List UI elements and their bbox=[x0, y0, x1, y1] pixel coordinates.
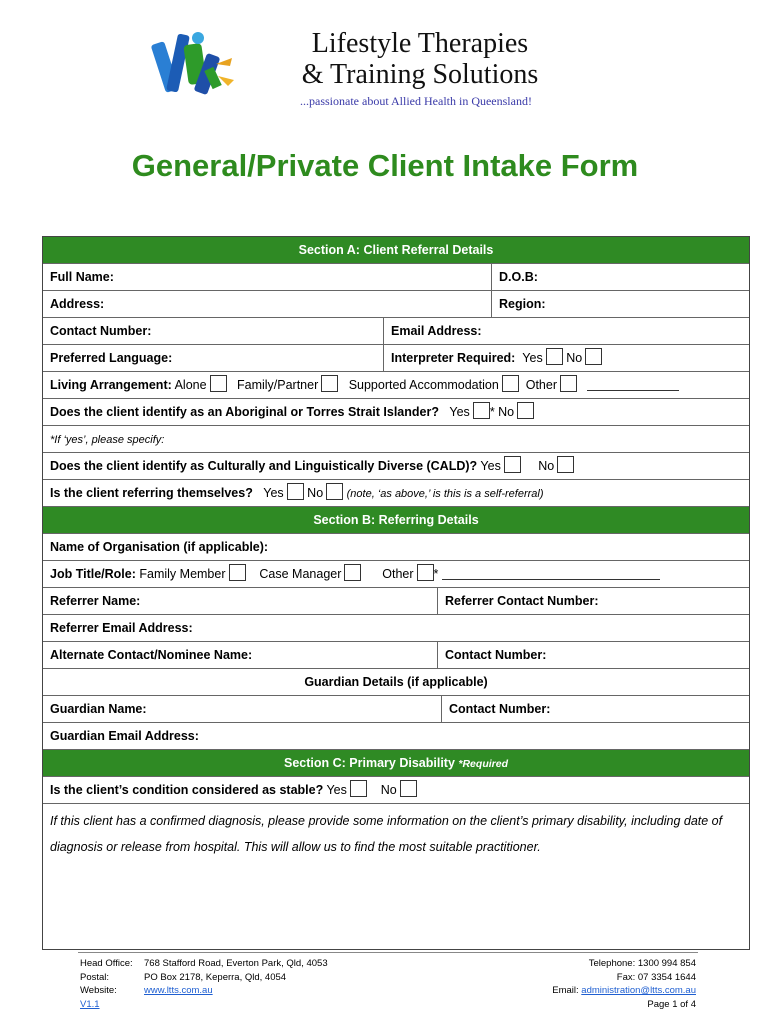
alone-checkbox[interactable] bbox=[210, 375, 227, 392]
preferred-language-label[interactable]: Preferred Language: bbox=[50, 351, 173, 365]
full-name-row bbox=[43, 264, 749, 291]
aboriginal-no-checkbox[interactable] bbox=[517, 402, 534, 419]
aboriginal-yes-checkbox[interactable] bbox=[473, 402, 490, 419]
intake-form bbox=[42, 236, 750, 950]
living-other-label: Other bbox=[525, 378, 557, 392]
interpreter-label: Interpreter Required: bbox=[391, 351, 516, 365]
guardian-name-row bbox=[43, 696, 749, 723]
role-other-star: * bbox=[433, 567, 439, 581]
tagline: ...passionate about Allied Health in Queensland! bbox=[300, 94, 532, 108]
aboriginal-question: Does the client identify as an Aboriginal or Torres Strait Islander? bbox=[50, 405, 439, 419]
fax: Fax: 07 3354 1644 bbox=[616, 971, 696, 983]
form-title: General/Private Client Intake Form bbox=[131, 148, 639, 183]
family-partner-label: Family/Partner bbox=[236, 378, 319, 392]
referrer-email-label: Referrer Email Address: bbox=[50, 621, 193, 635]
family-partner-checkbox[interactable] bbox=[321, 375, 338, 392]
self-referral-note: (note, ‘as above,’ is this is a self-referral) bbox=[346, 488, 544, 500]
website-label: Website: bbox=[80, 985, 117, 996]
company-name-line2: & Training Solutions bbox=[301, 59, 539, 90]
section-c-header bbox=[43, 750, 749, 777]
alone-label: Alone bbox=[174, 378, 207, 392]
referrer-name-row bbox=[43, 588, 749, 615]
contact-number-label[interactable]: Contact Number: bbox=[50, 324, 152, 338]
job-title-row bbox=[43, 561, 749, 588]
section-a-header: Section A: Client Referral Details bbox=[43, 237, 749, 264]
supported-accommodation-label: Supported Accommodation bbox=[348, 378, 499, 392]
postal-label: Postal: bbox=[80, 971, 110, 983]
interpreter-no-checkbox[interactable] bbox=[585, 348, 602, 365]
self-referral-no-label: No bbox=[307, 486, 324, 500]
guardian-email-row[interactable] bbox=[43, 723, 749, 750]
cald-question: Does the client identify as Culturally and Linguistically Diverse (CALD)? bbox=[50, 459, 478, 473]
stable-yes-checkbox[interactable] bbox=[350, 780, 367, 797]
supported-accommodation-checkbox[interactable] bbox=[502, 375, 519, 392]
company-name-line1: Lifestyle Therapies bbox=[311, 28, 529, 59]
self-referral-no-checkbox[interactable] bbox=[326, 483, 343, 500]
guardian-contact-label[interactable]: Contact Number: bbox=[449, 702, 551, 716]
cald-yes-label: Yes bbox=[480, 459, 501, 473]
stable-question: Is the client’s condition considered as stable? bbox=[50, 783, 324, 797]
page-number: Page 1 of 4 bbox=[647, 998, 696, 1010]
alternate-contact-number-label[interactable]: Contact Number: bbox=[445, 648, 547, 662]
region-label[interactable]: Region: bbox=[499, 297, 546, 311]
language-row bbox=[43, 345, 749, 372]
if-yes-label: *If ‘yes’, please specify: bbox=[50, 434, 165, 446]
interpreter-no-label: No bbox=[566, 351, 583, 365]
stable-yes-label: Yes bbox=[326, 783, 347, 797]
diagnosis-textarea[interactable] bbox=[43, 804, 749, 949]
organisation-row[interactable] bbox=[43, 534, 749, 561]
organisation-label: Name of Organisation (if applicable): bbox=[50, 540, 269, 554]
postal-address: PO Box 2178, Keperra, Qld, 4054 bbox=[144, 971, 287, 983]
stable-row bbox=[43, 777, 749, 804]
self-referral-yes-label: Yes bbox=[263, 486, 284, 500]
living-other-checkbox[interactable] bbox=[560, 375, 577, 392]
stable-no-checkbox[interactable] bbox=[400, 780, 417, 797]
website-link[interactable]: www.ltts.com.au bbox=[144, 985, 213, 996]
ltts-logo-icon bbox=[150, 24, 250, 104]
aboriginal-row bbox=[43, 399, 749, 426]
head-office-address: 768 Stafford Road, Everton Park, Qld, 4053 bbox=[144, 958, 328, 969]
family-member-checkbox[interactable] bbox=[229, 564, 246, 581]
self-referral-yes-checkbox[interactable] bbox=[287, 483, 304, 500]
head-office-label: Head Office: bbox=[80, 958, 133, 969]
logo-header bbox=[150, 22, 570, 117]
telephone: Telephone: 1300 994 854 bbox=[588, 958, 696, 969]
role-other-checkbox[interactable] bbox=[417, 564, 434, 581]
dob-label[interactable]: D.O.B: bbox=[499, 270, 538, 284]
referrer-contact-label[interactable]: Referrer Contact Number: bbox=[445, 594, 599, 608]
email-label: Email: bbox=[552, 985, 579, 996]
cald-no-checkbox[interactable] bbox=[557, 456, 574, 473]
living-arrangement-label: Living Arrangement: bbox=[50, 378, 172, 392]
address-row bbox=[43, 291, 749, 318]
email-link[interactable]: administration@ltts.com.au bbox=[581, 985, 696, 996]
section-c-required: *Required bbox=[458, 758, 508, 770]
case-manager-label: Case Manager bbox=[259, 567, 342, 581]
self-referral-row bbox=[43, 480, 749, 507]
self-referral-question: Is the client referring themselves? bbox=[50, 486, 253, 500]
company-name bbox=[270, 28, 570, 90]
alternate-contact-row bbox=[43, 642, 749, 669]
version-link[interactable]: V1.1 bbox=[80, 998, 100, 1010]
aboriginal-yes-label: Yes bbox=[449, 405, 470, 419]
family-member-label: Family Member bbox=[139, 567, 226, 581]
living-other-line[interactable] bbox=[587, 390, 679, 391]
guardian-email-label: Guardian Email Address: bbox=[50, 729, 199, 743]
cald-row bbox=[43, 453, 749, 480]
cald-yes-checkbox[interactable] bbox=[504, 456, 521, 473]
case-manager-checkbox[interactable] bbox=[344, 564, 361, 581]
guardian-details-header: Guardian Details (if applicable) bbox=[43, 669, 749, 696]
referrer-name-label[interactable]: Referrer Name: bbox=[50, 594, 141, 608]
role-other-label: Other bbox=[382, 567, 414, 581]
guardian-name-label[interactable]: Guardian Name: bbox=[50, 702, 147, 716]
role-other-line[interactable] bbox=[442, 579, 660, 580]
interpreter-yes-checkbox[interactable] bbox=[546, 348, 563, 365]
stable-no-label: No bbox=[380, 783, 397, 797]
full-name-label[interactable]: Full Name: bbox=[50, 270, 114, 284]
email-address-label[interactable]: Email Address: bbox=[391, 324, 482, 338]
living-arrangement-row bbox=[43, 372, 749, 399]
section-c-title: Section C: Primary Disability bbox=[284, 756, 455, 770]
interpreter-yes-label: Yes bbox=[522, 351, 543, 365]
diagnosis-instructions: If this client has a confirmed diagnosis, please provide some information on the client’s primary disability, including date of diagnosis or release from hospital. This will allow us to find the most suitable practitioner. bbox=[50, 814, 723, 854]
aboriginal-no-label: * No bbox=[489, 405, 515, 419]
alternate-contact-label[interactable]: Alternate Contact/Nominee Name: bbox=[50, 648, 253, 662]
address-label[interactable]: Address: bbox=[50, 297, 105, 311]
contact-row bbox=[43, 318, 749, 345]
if-yes-row[interactable] bbox=[43, 426, 749, 453]
footer-right bbox=[552, 957, 696, 1011]
footer-left bbox=[80, 957, 328, 1011]
job-title-label: Job Title/Role: bbox=[50, 567, 136, 581]
section-b-header: Section B: Referring Details bbox=[43, 507, 749, 534]
page-footer bbox=[78, 952, 698, 1013]
cald-no-label: No bbox=[538, 459, 555, 473]
referrer-email-row[interactable] bbox=[43, 615, 749, 642]
